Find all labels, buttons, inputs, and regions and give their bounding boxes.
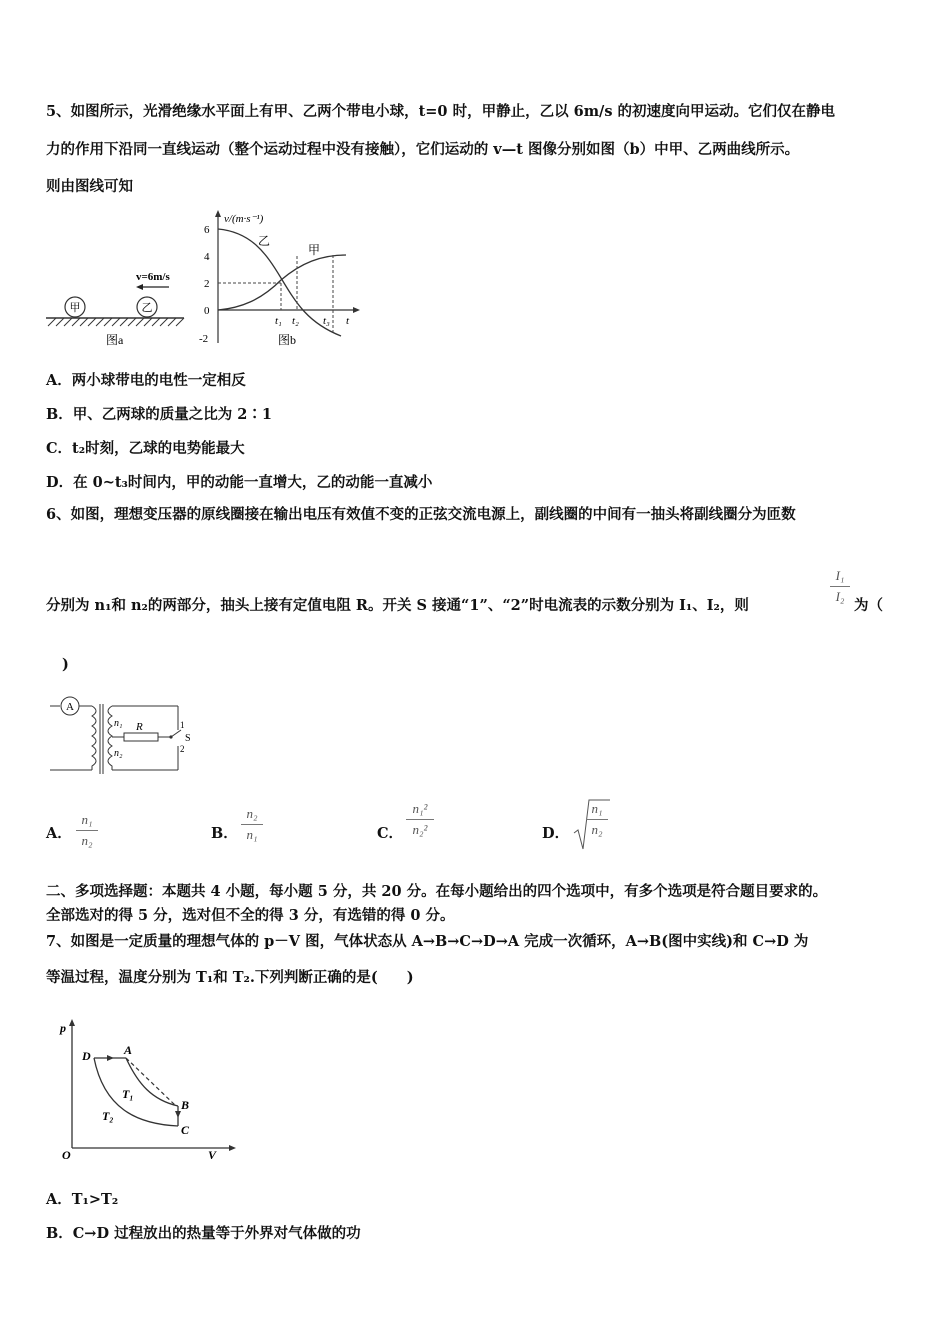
- velocity-label: v=6m/s: [136, 271, 170, 283]
- q6-line2a: 分别为 n₁和 n₂的两部分，抽头上接有定值电阻 R。开关 S 接通“1”、“2”时电流表的示数分别为 I₁、I₂，则: [46, 597, 749, 614]
- q6-line1: 6、如图，理想变压器的原线圈接在输出电压有效值不变的正弦交流电源上，副线圈的中间有一抽头将副线圈分为匝数: [46, 506, 796, 523]
- v-axis-label: v/(m·s⁻¹): [224, 213, 264, 225]
- q6-option-c-frac: [406, 801, 434, 838]
- q6-option-b-label: B．: [211, 825, 238, 842]
- y-tick-neg2: -2: [199, 333, 209, 345]
- primary-coil: [92, 706, 96, 770]
- p-axis-label: p: [60, 1021, 66, 1035]
- q7-line1: 7、如图是一定质量的理想气体的 p－V 图，气体状态从 A→B→C→D→A 完成一次循环，A→B(图中实线)和 C→D 为: [46, 933, 809, 950]
- resistor-label: R: [136, 721, 143, 733]
- q5-option-b: B．甲、乙两球的质量之比为 2∶1: [46, 406, 272, 423]
- q6-option-c-num: n₁²: [412, 801, 428, 816]
- y-tick-0: 0: [204, 305, 210, 317]
- label-t1: T₁: [122, 1087, 134, 1101]
- q5-option-c: C．t₂时刻，乙球的电势能最大: [46, 440, 245, 457]
- q6-line2b: 为（: [854, 597, 883, 614]
- q7-pv-figure: [56, 1012, 246, 1164]
- q7-option-b: B．C→D 过程放出的热量等于外界对气体做的功: [46, 1225, 361, 1242]
- ball-jia-label: 甲: [69, 302, 81, 314]
- q7-option-a: A．T₁>T₂: [46, 1191, 119, 1208]
- fig-a-caption: 图a: [106, 333, 124, 347]
- curve-yi-label: 乙: [258, 234, 271, 248]
- q6-fraction-num: I₁: [835, 568, 845, 583]
- q6-option-d-frac: [586, 801, 608, 838]
- v-axis-label: V: [208, 1148, 217, 1162]
- section2-line2: 全部选对的得 5 分，选对但不全的得 3 分，有选错的得 0 分。: [46, 907, 455, 924]
- q6-line3: ): [62, 656, 69, 673]
- q6-option-b-den: n₁: [246, 827, 258, 842]
- q5-line3: 则由图线可知: [46, 178, 133, 195]
- section2-line1: 二、多项选择题：本题共 4 小题，每小题 5 分，共 20 分。在每小题给出的四个选项中，有多个选项是符合题目要求的。: [46, 883, 828, 900]
- point-b: B: [181, 1098, 190, 1112]
- q6-option-d-den: n₂: [591, 822, 603, 837]
- n1-label: n₁: [114, 718, 123, 729]
- y-tick-4: 4: [204, 251, 210, 263]
- q5-option-a: A．两小球带电的电性一定相反: [46, 372, 246, 389]
- q6-option-c-label: C．: [377, 825, 404, 842]
- q6-option-d-num: n₁: [591, 801, 603, 816]
- q5-figure-b: [196, 208, 366, 350]
- switch-pos-1: 1: [180, 720, 185, 730]
- point-a: A: [124, 1043, 133, 1057]
- q6-option-b-frac: [241, 806, 263, 843]
- curve-jia-label: 甲: [308, 243, 321, 257]
- origin-label: O: [62, 1148, 71, 1162]
- y-tick-2: 2: [204, 278, 210, 290]
- q6-circuit: [46, 690, 206, 780]
- point-d: D: [82, 1049, 91, 1063]
- q6-option-c-den: n₂²: [412, 822, 428, 837]
- q5-line1: 5、如图所示，光滑绝缘水平面上有甲、乙两个带电小球，t=0 时，甲静止，乙以 6m/s 的初速度向甲运动。它们仅在静电: [46, 103, 836, 120]
- y-tick-6: 6: [204, 224, 210, 236]
- point-c: C: [181, 1123, 190, 1137]
- q5-line2: 力的作用下沿同一直线运动（整个运动过程中没有接触），它们运动的 v—t 图像分别如图（b）中甲、乙两曲线所示。: [46, 141, 800, 158]
- x-tick-t2: t₂: [292, 315, 299, 327]
- ball-yi-label: 乙: [141, 302, 153, 314]
- switch-label: S: [185, 733, 191, 744]
- q6-option-d-label: D．: [542, 825, 570, 842]
- q6-fraction: [830, 568, 850, 605]
- x-tick-t1: t₁: [275, 315, 282, 327]
- q5-figure-a: [44, 262, 189, 350]
- curve-jia: [218, 255, 346, 310]
- q6-option-a-frac: [76, 812, 98, 849]
- x-axis-label: t: [346, 315, 350, 327]
- resistor: [124, 733, 158, 741]
- switch-blade: [171, 730, 181, 737]
- q6-option-b-num: n₂: [246, 806, 258, 821]
- label-t2: T₂: [102, 1109, 114, 1123]
- q5-option-d: D．在 0~t₃时间内，甲的动能一直增大，乙的动能一直减小: [46, 474, 433, 491]
- q6-fraction-den: I₂: [835, 589, 845, 604]
- q7-line2: 等温过程，温度分别为 T₁和 T₂.下列判断正确的是( ): [46, 969, 414, 986]
- switch-pos-2: 2: [180, 744, 185, 754]
- q6-option-a-label: A．: [46, 825, 72, 842]
- secondary-coil: [108, 706, 112, 770]
- x-tick-t3: t₃: [323, 315, 330, 327]
- n2-label: n₂: [114, 748, 123, 759]
- q6-option-a-num: n₁: [81, 812, 93, 827]
- ammeter-label: A: [66, 701, 74, 713]
- fig-b-caption: 图b: [278, 333, 297, 347]
- q6-option-a-den: n₂: [81, 833, 93, 848]
